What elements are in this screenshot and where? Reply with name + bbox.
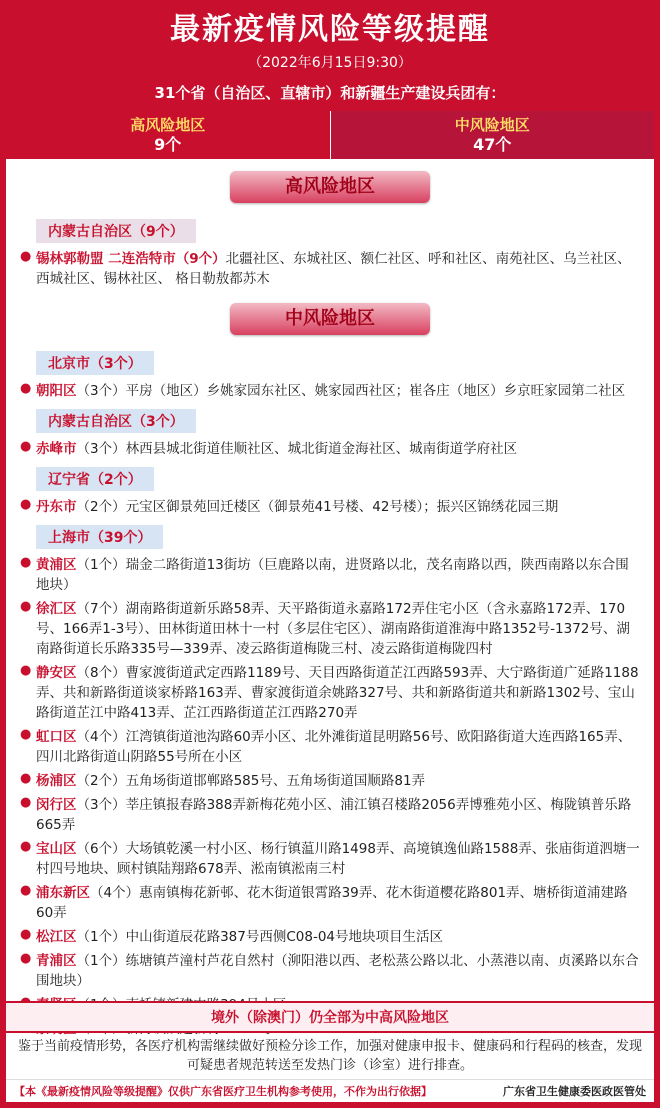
bullet-icon: ● [20,497,32,512]
province-group [6,403,654,461]
province-header: 辽宁省（2个） [36,467,154,491]
district-name: 杨浦区 [36,773,77,789]
bullet-icon: ● [20,771,32,786]
advice-text: 鉴于当前疫情形势，各医疗机构需继续做好预检分诊工作，加强对健康申报卡、健康码和行程码的核查，发现可疑患者规范转送至发热门诊（诊室）进行排查。 [18,1039,643,1073]
district-detail: （4个）江湾镇街道池沟路60弄小区、北外滩街道昆明路56号、欧阳路街道大连西路165弄、四川北路街道山阴路55号所在小区 [36,729,632,765]
district-detail: （3个）莘庄镇报春路388弄新梅花苑小区、浦江镇召楼路2056弄博雅苑小区、梅陇镇普乐路665弄 [36,797,632,833]
district-entry [6,247,654,291]
district-name: 宝山区 [36,841,77,857]
province-header: 内蒙古自治区（3个） [36,409,196,433]
district-entry [6,379,654,403]
district-entry [6,661,654,725]
overseas-note: 境外（除澳门）仍全部为中高风险地区 [6,1001,654,1033]
district-name: 青浦区 [36,953,77,969]
bullet-icon: ● [20,839,32,854]
district-name: 徐汇区 [36,601,77,617]
bullet-icon: ● [20,795,32,810]
province-group [6,345,654,403]
district-detail: 北疆社区、东城社区、额仁社区、呼和社区、南苑社区、乌兰社区、西城社区、锡林社区、 格日勒敖都苏木 [36,251,631,287]
high-risk-list [6,213,654,291]
district-entry [6,553,654,597]
district-entry [6,495,654,519]
district-entry [6,837,654,881]
district-entry [6,769,654,793]
district-detail: （2个）元宝区御景苑回迁楼区（御景苑41号楼、42号楼）；振兴区锦绣花园三期 [76,499,559,515]
bullet-icon: ● [20,883,32,898]
mid-risk-stat [331,111,655,159]
issuing-org: 广东省卫生健康委医政医管处 [503,1085,646,1098]
district-entry [6,881,654,925]
mid-risk-section-title: 中风险地区 [230,303,430,335]
district-name: 丹东市 [36,499,77,515]
bullet-icon: ● [20,439,32,454]
district-name: 锡林郭勒盟 二连浩特市（9个） [36,251,226,267]
district-name: 朝阳区 [36,383,77,399]
page-title: 最新疫情风险等级提醒 [170,12,490,47]
district-entry [6,925,654,949]
district-detail: （1个）练塘镇芦潼村芦花自然村（泖阳港以西、老松蒸公路以北、小蒸港以南、贞溪路以东合围地块） [36,953,639,989]
district-entry [6,725,654,769]
district-detail: （1个）中山街道辰花路387号西侧C08-04号地块项目生活区 [76,929,444,945]
district-detail: （4个）惠南镇梅花新邨、花木街道银霄路39弄、花木街道樱花路801弄、塘桥街道浦建路60弄 [36,885,628,921]
mid-risk-list [6,345,654,1041]
district-detail: （1个）瑞金二路街道13街坊（巨鹿路以南，进贤路以北，茂名南路以西，陕西南路以东合围地块） [36,557,629,593]
mid-risk-count: 47个 [473,135,512,154]
district-name: 静安区 [36,665,77,681]
bullet-icon: ● [20,663,32,678]
province-header: 北京市（3个） [36,351,154,375]
district-detail: （6个）大场镇乾溪一村小区、杨行镇蕰川路1498弄、高境镇逸仙路1588弄、张庙街道泗塘一村四号地块、顾村镇陆翔路678弄、淞南镇淞南三村 [36,841,640,877]
bullet-icon: ● [20,381,32,396]
district-detail: （3个）平房（地区）乡姚家园东社区、姚家园西社区；崔各庄（地区）乡京旺家园第二社区 [76,383,626,399]
district-entry [6,949,654,993]
province-group [6,213,654,291]
district-name: 赤峰市 [36,441,77,457]
district-detail: （2个）五角场街道邯郸路585号、五角场街道国顺路81弄 [76,773,426,789]
bullet-icon: ● [20,599,32,614]
district-name: 松江区 [36,929,77,945]
bullet-icon: ● [20,951,32,966]
province-header: 上海市（39个） [36,525,163,549]
bullet-icon: ● [20,927,32,942]
province-header: 内蒙古自治区（9个） [36,219,196,243]
district-entry [6,597,654,661]
district-name: 浦东新区 [36,885,90,901]
district-detail: （7个）湖南路街道新乐路58弄、天平路街道永嘉路172弄住宅小区（含永嘉路172弄、170号、166弄1-3号）、田林街道田林十一村（多层住宅区）、湖南路街道淮海中路1352号-1372号、湖南路街道长乐路335号—339弄、凌云路街道梅陇三村、凌云路街道梅陇四村 [36,601,630,657]
district-name: 闵行区 [36,797,77,813]
district-entry [6,437,654,461]
district-name: 虹口区 [36,729,77,745]
district-entry [6,793,654,837]
bullet-icon: ● [20,727,32,742]
footer-bar [6,1079,654,1102]
province-group [6,519,654,1041]
district-name: 黄浦区 [36,557,77,573]
high-risk-section-title: 高风险地区 [230,171,430,203]
header [6,6,654,111]
province-group [6,461,654,519]
footer [6,1001,654,1102]
update-date: （2022年6月15日9:30） [248,55,412,71]
district-detail: （8个）曹家渡街道武定西路1189号、天目西路街道芷江西路593弄、大宁路街道广延路1188弄、共和新路街道谈家桥路163弄、曹家渡街道余姚路327号、共和新路街道共和新路1302号、宝山路街道芷江中路413弄、芷江西路街道芷江西路270弄 [36,665,639,721]
high-risk-stat [6,111,331,159]
mid-risk-label: 中风险地区 [454,116,530,134]
disclaimer: 【本《最新疫情风险等级提醒》仅供广东省医疗卫生机构参考使用，不作为出行依据】 [14,1085,432,1098]
district-detail: （3个）林西县城北街道佳顺社区、城北街道金海社区、城南街道学府社区 [76,441,518,457]
summary-text: 31个省（自治区、直辖市）和新疆生产建设兵团有： [154,84,506,102]
risk-stats [6,111,654,159]
high-risk-label: 高风险地区 [130,116,206,134]
bullet-icon: ● [20,555,32,570]
bullet-icon: ● [20,249,32,264]
high-risk-count: 9个 [154,135,182,154]
